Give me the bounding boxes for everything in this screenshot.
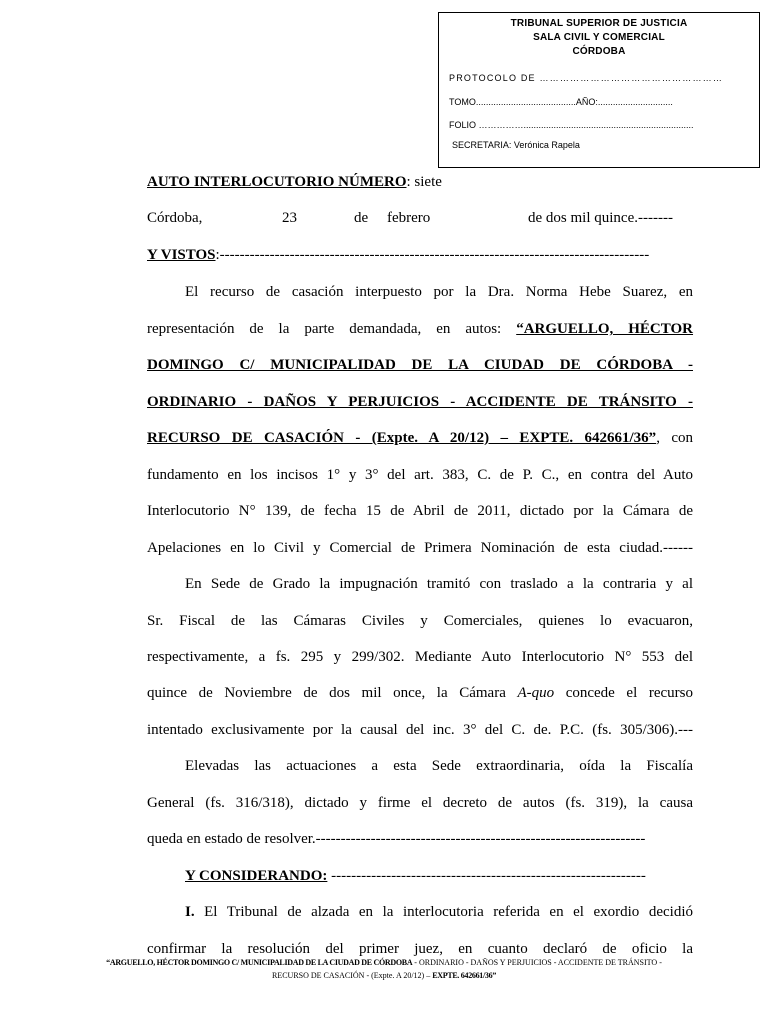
auto-number-label: AUTO INTERLOCUTORIO NÚMERO [147,174,407,190]
auto-number-value: : siete [406,174,442,190]
case-title-part-4: RECURSO DE CASACIÓN - (Expte. A 20/12) – EXPTE. 642661/36” [147,430,657,446]
date-day: 23 [282,210,297,226]
stamp-protocolo-field: PROTOCOLO DE ……………………………………………… [449,73,724,83]
p2-line-4 [147,684,693,702]
p2-line-1: En Sede de Grado la impugnación tramitó con traslado a la contraria y al [185,576,693,592]
p1-line-1: El recurso de casación interpuesto por la Dra. Norma Hebe Suarez, en [185,284,693,300]
a-quo-term: A-quo [517,685,555,701]
p3-line-3: queda en estado de resolver.------------------------------------------------------------------ [147,831,646,847]
p1-line-6: fundamento en los incisos 1° y 3° del art. 383, C. de P. C., en contra del Auto [147,467,693,483]
stamp-folio-field: FOLIO …………….................................................................... [449,120,694,130]
case-title-part-3: ORDINARIO - DAÑOS Y PERJUICIOS - ACCIDENTE DE TRÁNSITO - [147,394,693,410]
p2-line-2: Sr. Fiscal de las Cámaras Civiles y Comerciales, quienes lo evacuaron, [147,613,693,629]
p1-line-5 [147,429,693,447]
p4-line-2: confirmar la resolución del primer juez, en cuanto declaró de oficio la [147,941,693,957]
stamp-court-name: TRIBUNAL SUPERIOR DE JUSTICIA [510,18,688,29]
p1-line-8: Apelaciones en lo Civil y Comercial de Primera Nominación de esta ciudad.------ [147,540,693,556]
p2-line-4-text-c: concede el recurso [554,685,693,701]
p1-line-2-text: representación de la parte demandada, en autos: [147,321,517,337]
vistos-heading [147,246,693,264]
date-month: febrero [387,210,431,226]
p3-line-2: General (fs. 316/318), dictado y firme el decreto de autos (fs. 319), la causa [147,795,693,811]
p2-line-4-text-a: quince de Noviembre de dos mil once, la Cámara [147,685,518,701]
p1-line-5-text: , con [656,430,693,446]
p1-line-2 [147,320,693,338]
considerando-label: Y CONSIDERANDO: [185,868,328,884]
protocol-stamp-box [438,12,760,168]
stamp-tomo-field: TOMO........................................AÑO:.............................. [449,97,673,107]
footer-case-bold-1: “ARGUELLO, HÉCTOR DOMINGO C/ MUNICIPALIDAD DE LA CIUDAD DE CÓRDOBA [106,958,413,967]
vistos-dashes: :-------------------------------------------------------------------------------------- [215,247,650,263]
stamp-secretaria: SECRETARIA: Verónica Rapela [452,140,580,150]
date-city: Córdoba, [147,210,203,226]
considerando-dashes: --------------------------------------------------------------- [327,868,646,884]
stamp-chamber-name: SALA CIVIL Y COMERCIAL [533,32,665,43]
p2-line-5: intentado exclusivamente por la causal del inc. 3° del C. de. P.C. (fs. 305/306).--- [147,722,693,738]
p2-line-3: respectivamente, a fs. 295 y 299/302. Mediante Auto Interlocutorio N° 553 del [147,649,693,665]
p3-line-1: Elevadas las actuaciones a esta Sede extraordinaria, oída la Fiscalía [185,758,693,774]
p4-line-1-text: El Tribunal de alzada en la interlocutoria referida en el exordio decidió [194,904,693,920]
section-number: I. [185,904,195,920]
footer-case-line-2 [0,971,768,981]
considerando-heading [185,867,693,885]
auto-number-line [147,173,693,191]
date-year: de dos mil quince.------- [528,210,673,226]
vistos-label: Y VISTOS [147,247,216,263]
footer-case-rest-1: - ORDINARIO - DAÑOS Y PERJUICIOS - ACCIDENTE DE TRÁNSITO - [412,958,662,967]
footer-case-rest-2: RECURSO DE CASACIÓN - (Expte. A 20/12) – [271,971,433,980]
footer-case-bold-2: EXPTE. 642661/36” [432,971,497,980]
p4-line-1 [185,903,693,921]
stamp-city: CÓRDOBA [572,46,626,57]
case-title-part-1: “ARGUELLO, HÉCTOR [516,321,694,337]
case-title-part-2: DOMINGO C/ MUNICIPALIDAD DE LA CIUDAD DE CÓRDOBA - [147,357,693,373]
footer-case-line-1 [0,958,768,968]
p1-line-7: Interlocutorio N° 139, de fecha 15 de Abril de 2011, dictado por la Cámara de [147,503,693,519]
date-de: de [354,210,369,226]
